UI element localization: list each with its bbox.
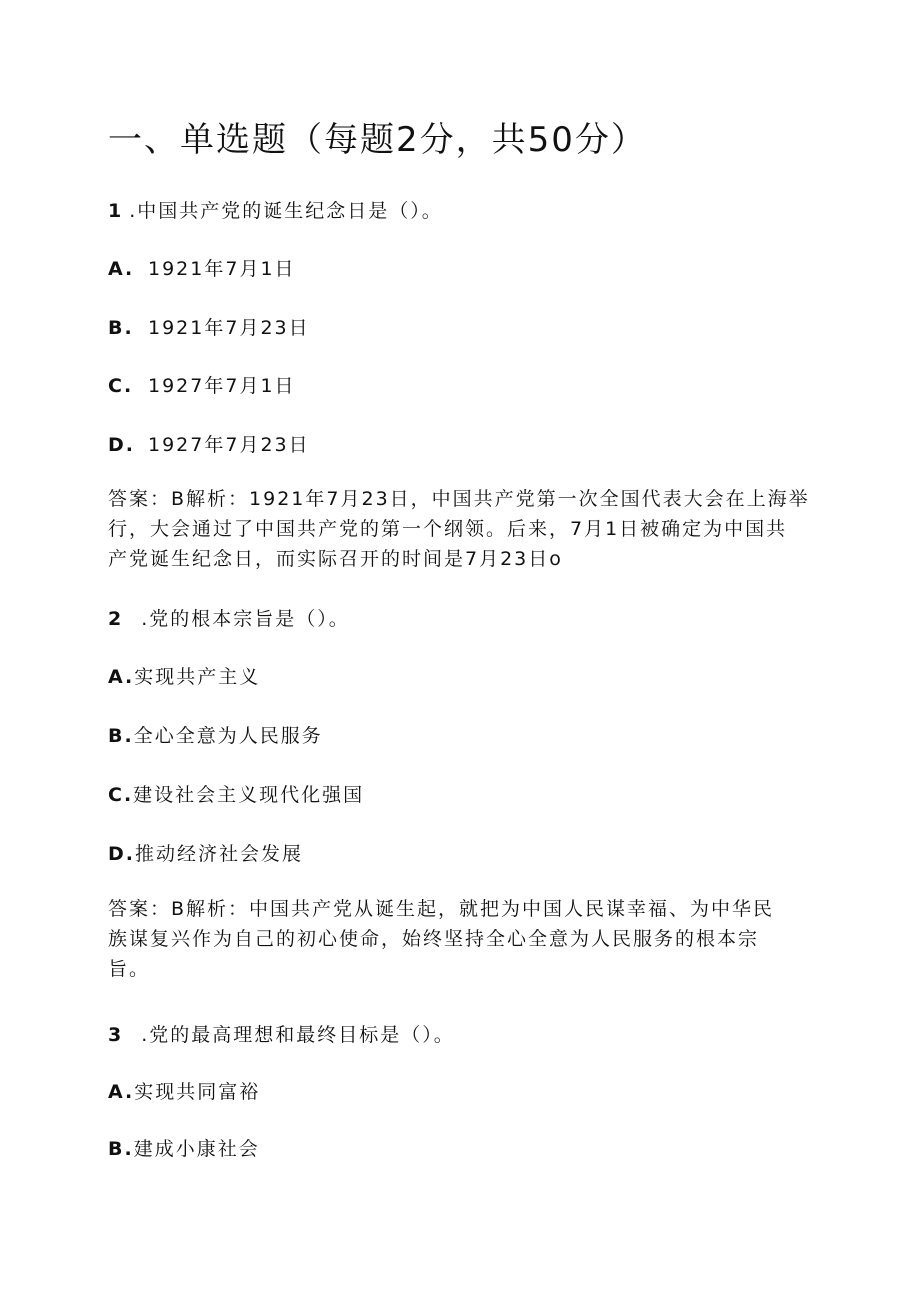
- answer-line: 答案：B解析：1921年7月23日，中国共产党第一次全国代表大会在上海举: [108, 488, 810, 510]
- option-letter: C.: [108, 375, 134, 397]
- question-text: .中国共产党的诞生纪念日是（）。: [129, 200, 443, 222]
- option-item: [108, 1134, 260, 1161]
- option-text: 建成小康社会: [133, 1138, 260, 1160]
- answer-line: 答案：B解析：中国共产党从诞生起，就把为中国人民谋幸福、为中华民: [108, 898, 775, 920]
- option-text: 1927年7月1日: [148, 375, 296, 397]
- question-stem: [108, 604, 350, 631]
- option-item: [108, 839, 303, 866]
- option-letter: A.: [108, 666, 135, 688]
- option-letter: C.: [108, 784, 134, 806]
- answer-line: 族谋复兴作为自己的初心使命，始终坚持全心全意为人民服务的根本宗: [108, 928, 760, 950]
- option-letter: D.: [108, 434, 135, 456]
- question-stem: [108, 1020, 455, 1047]
- option-item: [108, 254, 296, 281]
- option-item: [108, 780, 364, 807]
- option-item: [108, 721, 323, 748]
- question-stem: [108, 196, 443, 223]
- option-letter: D.: [108, 843, 135, 865]
- option-item: [108, 430, 310, 457]
- option-text: 实现共产主义: [134, 666, 261, 688]
- question-text: .党的最高理想和最终目标是（）。: [141, 1024, 455, 1046]
- option-letter: B.: [108, 1138, 134, 1160]
- option-text: 1921年7月23日: [148, 317, 310, 339]
- question-number: 2: [108, 608, 124, 630]
- option-item: [108, 313, 310, 340]
- option-item: [108, 662, 260, 689]
- option-letter: A.: [108, 258, 135, 280]
- option-text: 推动经济社会发展: [135, 843, 304, 865]
- option-text: 建设社会主义现代化强国: [133, 784, 365, 806]
- section-title: 一、单选题（每题2分，共50分）: [108, 120, 647, 160]
- option-text: 实现共同富裕: [134, 1081, 261, 1103]
- option-item: [108, 1077, 260, 1104]
- question-number: 3: [108, 1024, 124, 1046]
- answer-explanation: [108, 484, 808, 574]
- option-item: [108, 371, 296, 398]
- option-letter: B.: [108, 317, 134, 339]
- answer-explanation: [108, 894, 808, 984]
- answer-line: 旨。: [108, 958, 151, 980]
- question-number: 1: [108, 200, 124, 222]
- option-text: 全心全意为人民服务: [133, 725, 323, 747]
- question-text: .党的根本宗旨是（）。: [141, 608, 350, 630]
- option-text: 1921年7月1日: [148, 258, 296, 280]
- answer-line: 行，大会通过了中国共产党的第一个纲领。后来，7月1日被确定为中国共: [108, 518, 788, 540]
- answer-line: 产党诞生纪念日，而实际召开的时间是7月23日o: [108, 548, 563, 570]
- option-text: 1927年7月23日: [148, 434, 310, 456]
- option-letter: B.: [108, 725, 134, 747]
- option-letter: A.: [108, 1081, 135, 1103]
